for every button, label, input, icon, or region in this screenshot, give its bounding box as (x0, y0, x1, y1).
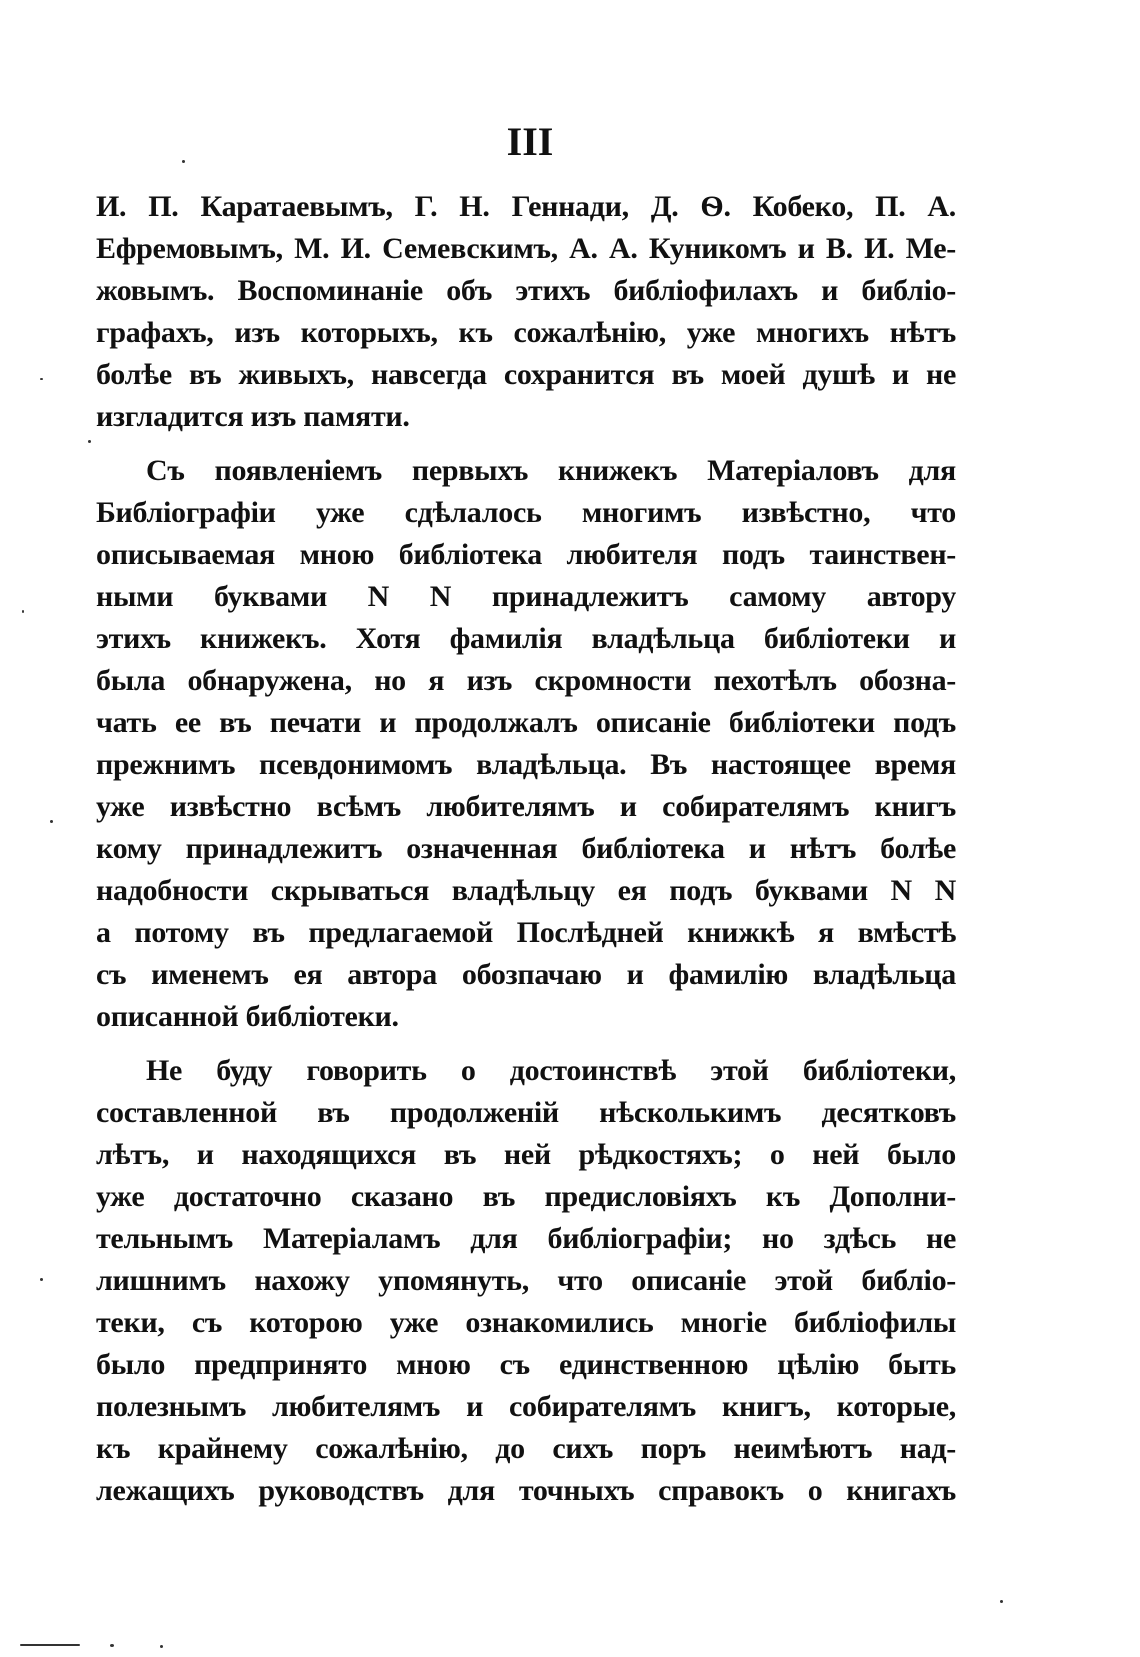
text-line: кому принадлежитъ означенная библіотека и нѣтъ болѣе (96, 832, 956, 865)
text-line: графахъ, изъ которыхъ, къ сожалѣнію, уже многихъ нѣтъ (96, 316, 956, 349)
scan-speck (1000, 1600, 1003, 1603)
text-line: лѣтъ, и находящихся въ ней рѣдкостяхъ; о ней было (96, 1138, 956, 1171)
text-line: описанной библіотеки. (96, 1000, 399, 1033)
text-line: И. П. Каратаевымъ, Г. Н. Геннади, Д. Ѳ. Кобеко, П. А. (96, 190, 956, 223)
text-line: составленной въ продолженій нѣсколькимъ десятковъ (96, 1096, 956, 1129)
text-line: уже достаточно сказано въ предисловіяхъ къ Дополни- (96, 1180, 956, 1213)
text-line: изгладится изъ памяти. (96, 400, 410, 433)
scan-speck (160, 1645, 163, 1648)
scan-speck (110, 1644, 114, 1647)
text-line: надобности скрываться владѣльцу ея подъ буквами N N (96, 874, 956, 907)
text-line: Библіографіи уже сдѣлалось многимъ извѣстно, что (96, 496, 956, 529)
text-line: полезнымъ любителямъ и собирателямъ книгъ, которые, (96, 1390, 956, 1423)
text-line: чать ее въ печати и продолжалъ описаніе библіотеки подъ (96, 706, 956, 739)
scan-speck (50, 820, 53, 823)
text-line: было предпринято мною съ единственною цѣлію быть (96, 1348, 956, 1381)
body-text (96, 186, 956, 1512)
scan-speck (88, 440, 91, 443)
text-line: уже извѣстно всѣмъ любителямъ и собирателямъ книгъ (96, 790, 956, 823)
text-line: къ крайнему сожалѣнію, до сихъ поръ неимѣютъ над- (96, 1432, 956, 1465)
scan-speck (40, 378, 43, 380)
scan-speck (182, 160, 185, 163)
page-number: III (506, 119, 554, 164)
scan-speck (40, 1278, 43, 1281)
scan-speck (22, 610, 24, 613)
text-line: Съ появленіемъ первыхъ книжекъ Матеріаловъ для (146, 454, 956, 487)
text-line: этихъ книжекъ. Хотя фамилія владѣльца библіотеки и (96, 622, 956, 655)
text-line: теки, съ которою уже ознакомились многіе библіофилы (96, 1306, 956, 1339)
scan-speck (20, 1644, 80, 1646)
text-line: лишнимъ нахожу упомянуть, что описаніе этой библіо- (96, 1264, 956, 1297)
text-line: прежнимъ псевдонимомъ владѣльца. Въ настоящее время (96, 748, 956, 781)
text-line: жовымъ. Воспоминаніе объ этихъ библіофилахъ и библіо- (96, 274, 956, 307)
text-line: съ именемъ ея автора обозпачаю и фамилію владѣльца (96, 958, 956, 991)
text-line: тельнымъ Матеріаламъ для библіографіи; но здѣсь не (96, 1222, 956, 1255)
text-line: болѣе въ живыхъ, навсегда сохранится въ моей душѣ и не (96, 358, 956, 391)
text-line: лежащихъ руководствъ для точныхъ справокъ о книгахъ (96, 1474, 956, 1507)
text-line: описываемая мною библіотека любителя подъ таинствен- (96, 538, 956, 571)
text-line: Не буду говорить о достоинствѣ этой библіотеки, (146, 1054, 956, 1087)
text-line: ными буквами N N принадлежитъ самому автору (96, 580, 956, 613)
text-line: а потому въ предлагаемой Послѣдней книжкѣ я вмѣстѣ (96, 916, 956, 949)
text-line: была обнаружена, но я изъ скромности пехотѣлъ обозна- (96, 664, 956, 697)
text-line: Ефремовымъ, М. И. Семевскимъ, А. А. Куникомъ и В. И. Ме- (96, 232, 956, 265)
